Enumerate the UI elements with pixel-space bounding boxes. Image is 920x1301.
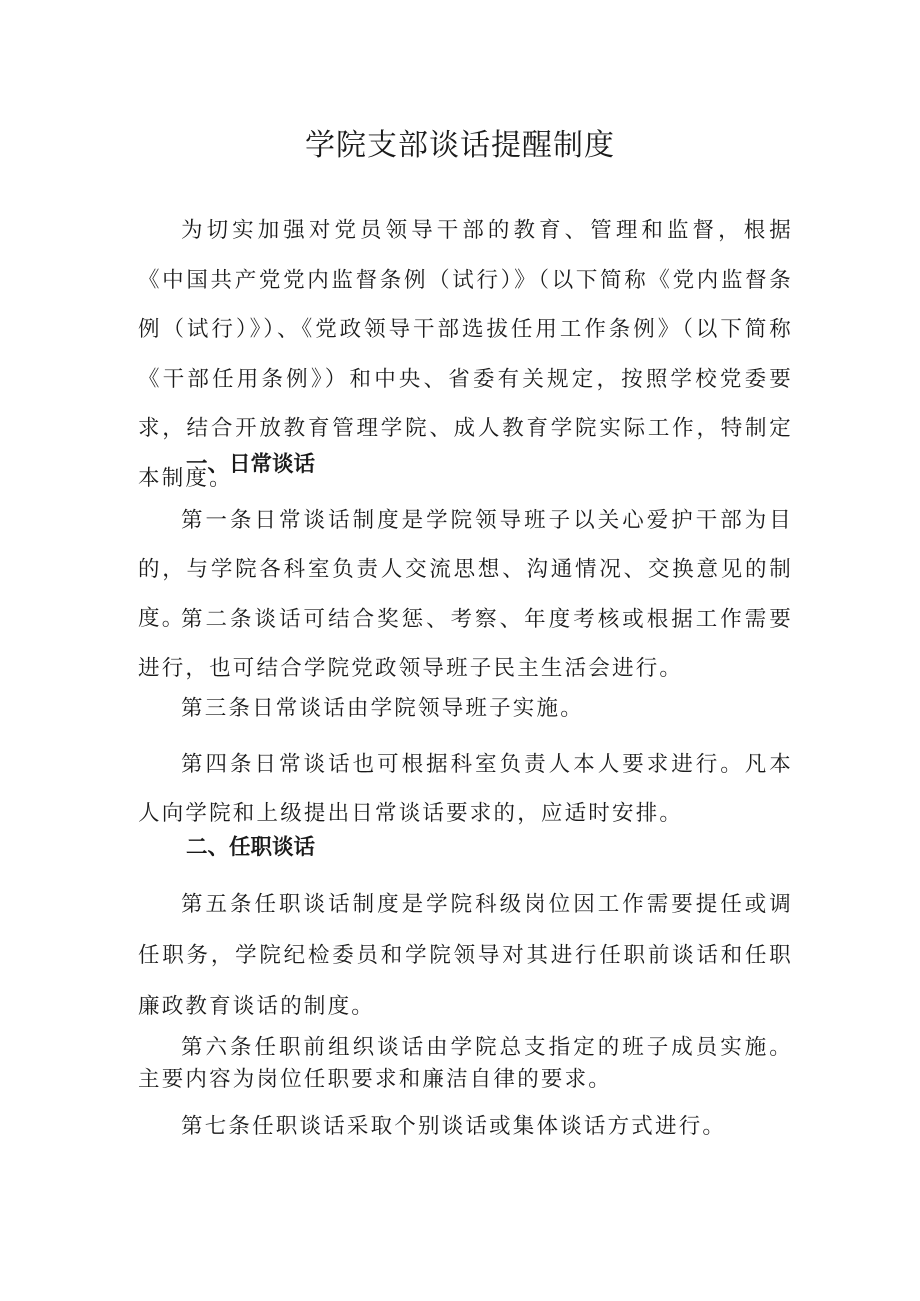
- article-4: 第四条日常谈话也可根据科室负责人本人要求进行。凡本人向学院和上级提出日常谈话要求的，应适时安排。: [138, 752, 793, 826]
- article-5: 第五条任职谈话制度是学院科级岗位因工作需要提任或调任职务，学院纪检委员和学院领导对其进行任职前谈话和任职廉政教育谈话的制度。: [138, 892, 793, 1019]
- article-2: 第二条谈话可结合奖惩、考察、年度考核或根据工作需要进行，也可结合学院党政领导班子民主生活会进行。: [138, 607, 793, 681]
- article-6: 第六条任职前组织谈话由学院总支指定的班子成员实施。主要内容为岗位任职要求和廉洁自律的要求。: [138, 1035, 793, 1092]
- article-7: 第七条任职谈话采取个别谈话或集体谈话方式进行。: [181, 1114, 727, 1139]
- section-heading-daily-talk: 一、日常谈话: [186, 452, 316, 477]
- document-title: 学院支部谈话提醒制度: [305, 128, 615, 163]
- article-3: 第三条日常谈话由学院领导班子实施。: [181, 696, 584, 721]
- intro-paragraph: 为切实加强对党员领导干部的教育、管理和监督，根据《中国共产党党内监督条例（试行）》（以下简称《党内监督条例（试行）》）、《党政领导干部选拔任用工作条例》（以下简称《干部任用条例》）和中央、省委有关规定，按照学校党委要求，结合开放教育管理学院、成人教育学院实际工作，特制定本制度。: [138, 218, 793, 491]
- article-1: 第一条日常谈话制度是学院领导班子以关心爱护干部为目的，与学院各科室负责人交流思想、沟通情况、交换意见的制度。: [138, 508, 793, 631]
- section-heading-appointment-talk: 二、任职谈话: [186, 835, 316, 860]
